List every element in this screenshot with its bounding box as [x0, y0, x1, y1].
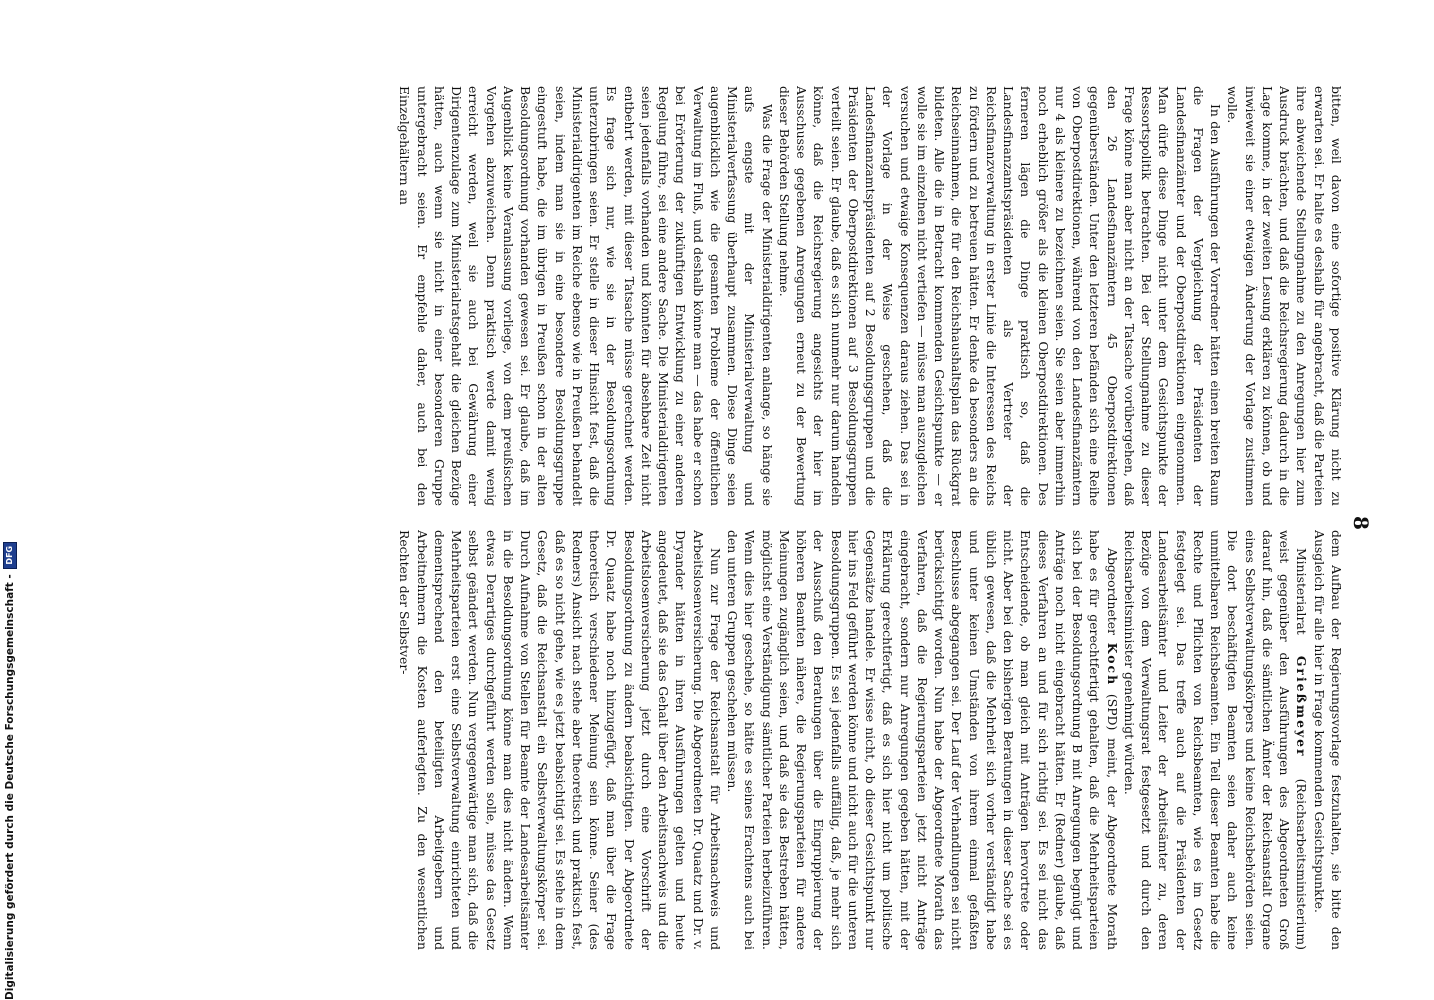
paragraph: Nun zur Frage der Reichsanstalt für Arbeitsnachweis und Arbeitslosenversicherung. Die Abgeordneten Dr. Quaatz und Dr. v. Dryander hätten in ihren Ausführungen gelten und heute angedeutet, daß sie das Gehalt über den Arbeitsnachweis und die Arbeitslosenversicherung jetzt durch eine Vorschrift der Besoldungsordnung zu ändern beabsichtigten. Der Abgeordnete Dr. Quaatz habe noch hinzugefügt, daß man über die Frage theoretisch verschiedener Meinung sein könne. Seiner (des Redners) Ansicht nach stehe aber theoretisch und praktisch fest, daß es so nicht gehe, wie es jetzt beabsichtigt sei. Es stehe in dem Gesetz, daß die Reichsanstalt ein Selbstverwaltungskörper sei. Durch Aufnahme von Stellen für Beamte der Landesarbeitsämter in die Besoldungsordnung könne man dies nicht ändern. Wenn etwas Derartiges durchgeführt werden solle, müsse das Gesetz selbst geändert werden. Nun vergegenwärtige man sich, daß die Mehrheitsparteien erst eine Selbstverwaltung einrichteten und dementsprechend den beteiligten Arbeitgebern und Arbeitnehmern die Kosten auferlegten. Zu den wesentlichen Rechten der Selbstver-	[397, 530, 723, 950]
paragraph	[724, 530, 1121, 950]
paragraph	[1121, 530, 1311, 950]
speaker-name: Koch	[1104, 642, 1120, 687]
text-column-right	[145, 530, 1345, 950]
dfg-logo: DFG	[3, 542, 17, 569]
rotated-document-page	[133, 78, 1373, 978]
paragraph: bitten, weil davon eine sofortige positive Klärung nicht zu erwarten sei. Er halte es deshalb für angebracht, daß die Parteien ihre abweichende Stellungnahme zu den Anregungen hier zum Ausdruck brächten, und daß die Reichsregierung dadurch in die Lage komme, in der zweiten Lesung erklären zu können, ob und inwieweit sie einer etwaigen Änderung der Vorlage zustimmen wolle.	[1225, 86, 1344, 506]
speech-text: (SPD) meint, der Abgeordnete Morath habe es für gerechtfertigt gehalten, daß die Mehrheitsparteien sich bei der Besoldungsordnung B mit Anregungen begnügt und Anträge noch nicht eingebracht hätten. Er (Redner) glaube, daß dieses Verfahren an und für sich richtig sei. Es sei nicht das Entscheidende, ob man gleich mit Anträgen hervortrete oder nicht. Aber bei den bisherigen Beratungen in dieser Sache sei es üblich gewesen, daß die Mehrheit sich vorher verständigt habe und unter keinen Umständen von ihrem einmal gefaßten Beschlusse abgegangen sei. Der Lauf der Verhandlungen sei nicht berücksichtigt worden. Nun habe der Abgeordnete Morath das Verfahren, daß die Regierungsparteien jetzt nicht Anträge eingebracht, sondern nur Anregungen gegeben hätten, mit der Erklärung gerechtfertigt, daß es sich hier nicht um politische Gegensätze handele. Er wisse nicht, ob dieser Gesichtspunkt nur hier ins Feld geführt werden könne und nicht auch für die unteren Besoldungsgruppen. Es sei jedenfalls auffällig, daß, je mehr sich der Ausschuß den Beratungen über die Eingruppierung der höheren Beamten nähere, die Regierungsparteien für andere Meinungen zugänglich seien, und daß sie das Bestreben hätten, möglichst eine Verständigung sämtlicher Parteien herbeizuführen. Wenn dies hier geschehe, so hätte es seines Erachtens auch bei den unteren Gruppen geschehen müssen.	[725, 530, 1120, 950]
speaker-title: Abgeordneter	[1104, 548, 1120, 643]
credit-text: Digitalisierung gefördert durch die Deutsche Forschungsgemeinschaft -	[4, 574, 16, 1000]
digitization-credit	[3, 0, 17, 1000]
page-number: 8	[1349, 516, 1373, 530]
paragraph: Was die Frage der Ministerialdirigenten anlange, so hänge sie aufs engste mit der Ministerialverwaltung und Ministerialverfassung überhaupt zusammen. Diese Dinge seien augenblicklich wie die gesamten Probleme der öffentlichen Verwaltung im Fluß, und deshalb könne man — das habe er schon bei Erörterung der zukünftigen Entwicklung zu einer anderen Regelung führe, sei eine andere Sache. Die Ministerialdirigenten seien jedenfalls vorhanden und könnten für absehbare Zeit nicht entbehrt werden, mit dieser Tatsache müsse gerechnet werden. Es frage sich nur, wie sie in der Besoldungsordnung unterzubringen seien. Er stelle in dieser Hinsicht fest, daß die Ministerialdirigenten im Reiche ebenso wie in Preußen behandelt seien, indem man sie in eine besondere Besoldungsgruppe eingestuft habe, die im übrigen in Preußen schon in der alten Besoldungsordnung vorhanden gewesen sei. Er glaube, daß im Augenblick keine Veranlassung vorliege, von dem preußischen Vorgehen abzuweichen. Denn praktisch werde damit wenig erreicht werden, weil sie auch bei Gewährung einer Dirigentenzulage zum Ministerialratsgehalt die gleichen Bezüge hätten, auch wenn sie nicht in einer besonderen Gruppe untergebracht seien. Er empfehle daher, auch bei den Einzelgehältern an	[397, 86, 775, 506]
text-column-left	[145, 86, 1345, 506]
speech-text: (Reichsarbeitsministerium) weist gegenüber den Ausführungen des Abgeordneten Groß darauf hin, daß die sämtlichen Ämter der Reichsanstalt Organe eines Selbstverwaltungskörpers und keine Reichsbehörden seien. Die dort beschäftigten Beamten seien daher auch keine unmittelbaren Reichsbeamten. Ein Teil dieser Beamten habe die Rechte und Pflichten von Reichsbeamten, wie es im Gesetz festgelegt sei. Das treffe auch auf die Präsidenten der Landesarbeitsämter und Leiter der Arbeitsämter zu, deren Bezüge von dem Verwaltungsrat festgesetzt und durch den Reichsarbeitsminister genehmigt würden.	[1122, 530, 1310, 950]
speaker-title: Ministerialrat	[1294, 548, 1310, 656]
paragraph: In den Ausführungen der Vorredner hätten einen breiten Raum die Fragen der Vergleichung der Präsidenten der Landesfinanzämter und der Oberpostdirektionen eingenommen. Man dürfe diese Dinge nicht unter dem Gesichtspunkte der Ressortspolitik betrachten. Bei der Stellungnahme zu dieser Frage könne man aber nicht an der Tatsache vorübergehen, daß den 26 Landesfinanzämtern 45 Oberpostdirektionen gegenüberständen. Unter den letzteren befänden sich eine Reihe von Oberpostdirektionen, während von den Landesfinanzämtern nur 4 als kleinere zu bezeichnen seien. Sie seien aber immerhin noch erheblich größer als die kleinen Oberpostdirektionen. Des ferneren lägen die Dinge praktisch so, daß die Landesfinanzamtspräsidenten als Vertreter der Reichsfinanzverwaltung in erster Linie die Interessen des Reichs zu fördern und zu betreuen hätten. Er denke da besonders an die Reichseinnahmen, die für den Reichshaushaltsplan das Rückgrat bildeten. Alle die in Betracht kommenden Gesichtspunkte — er wolle sie im einzelnen nicht vertiefen — müsse man auszugleichen versuchen und etwaige Konsequenzen daraus ziehen. Das sei in der Vorlage in der Weise geschehen, daß die Landesfinanzamtspräsidenten auf 2 Besoldungsgruppen und die Präsidenten der Oberpostdirektionen auf 3 Besoldungsgruppen verteilt seien. Er glaube, daß es sich nunmehr nur darum handeln könne, daß die Reichsregierung angesichts der hier im Ausschusse gegebenen Anregungen erneut zu der Bewertung dieser Behörden Stellung nehme.	[777, 86, 1224, 506]
speaker-name: Grießmeyer	[1294, 655, 1310, 758]
paragraph: dem Aufbau der Regierungsvorlage festzuhalten, sie bitte den Ausgleich für alle hier in Frage kommenden Gesichtspunkte.	[1311, 530, 1344, 950]
